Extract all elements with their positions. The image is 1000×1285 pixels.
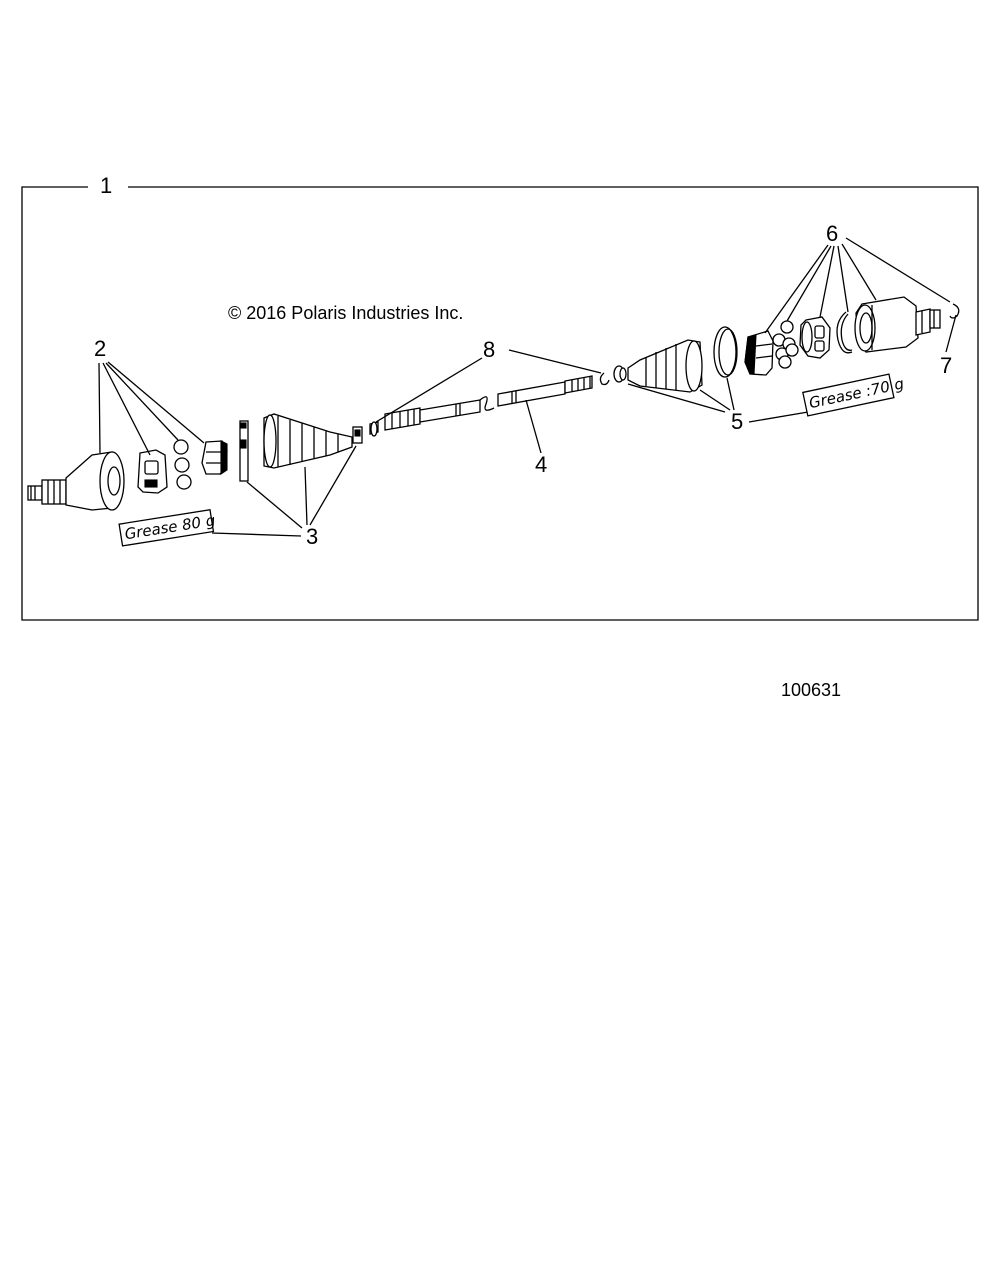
retaining-ring <box>950 304 959 318</box>
callout-3: 3 <box>306 524 319 549</box>
grease-label-right <box>803 372 906 416</box>
outer-cv-inner-race <box>202 441 227 474</box>
inner-cv-cage <box>745 331 773 375</box>
boot-clamp-small <box>240 421 248 481</box>
inner-cv-race <box>800 317 830 358</box>
boot-clamp-right <box>353 427 362 443</box>
svg-text:Grease 80 g: Grease 80 g <box>123 511 217 544</box>
boot-clamp-small-right <box>614 366 626 382</box>
callout-7: 7 <box>940 353 953 378</box>
inner-cv-housing <box>855 297 940 352</box>
cv-boot-left <box>264 414 352 468</box>
inner-cv-snap-ring <box>837 312 852 353</box>
outer-cv-housing <box>28 452 124 510</box>
grease-label-left <box>119 509 217 546</box>
callout-5: 5 <box>731 409 744 434</box>
inner-cv-balls <box>773 321 798 368</box>
circlip-shaft-left <box>371 422 377 436</box>
callout-2: 2 <box>94 336 107 361</box>
svg-text:Grease :70 g: Grease :70 g <box>807 374 906 413</box>
callout-4: 4 <box>535 452 548 477</box>
figure-number: 100631 <box>781 680 842 700</box>
circlip-shaft-right <box>600 373 609 385</box>
boot-clamp-large <box>714 327 737 377</box>
callout-6: 6 <box>826 221 839 246</box>
copyright-text: © 2016 Polaris Industries Inc. <box>228 303 464 323</box>
outer-cv-cage <box>138 450 167 493</box>
outer-cv-balls <box>174 440 191 489</box>
assembly-label: 1 <box>100 173 113 198</box>
callout-8: 8 <box>483 337 496 362</box>
cv-boot-right <box>628 340 702 392</box>
